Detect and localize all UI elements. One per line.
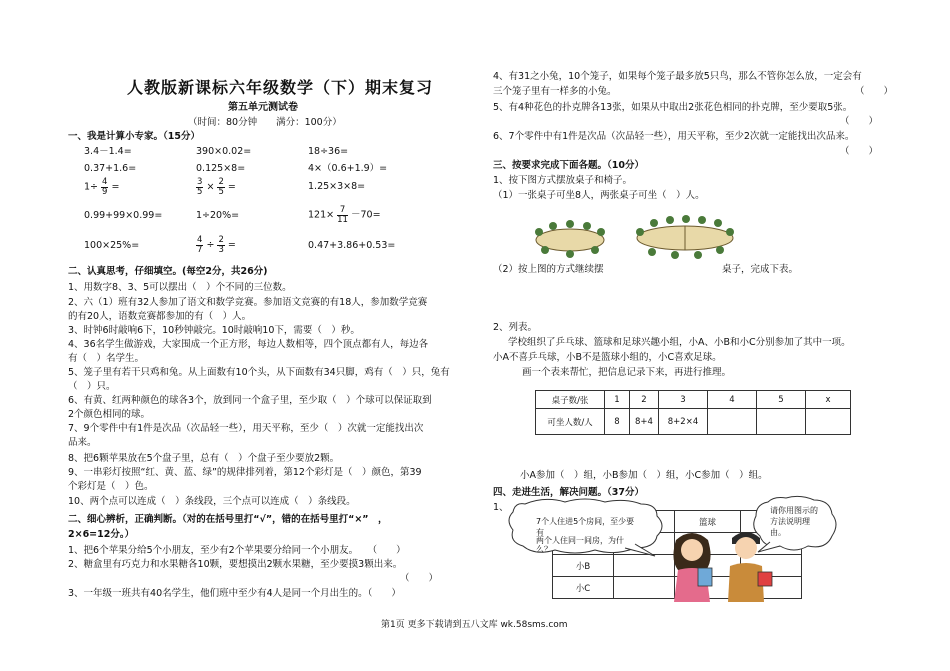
one-table-illustration bbox=[525, 212, 615, 262]
two-tables-illustration bbox=[630, 208, 740, 263]
table-cell: 2 bbox=[630, 391, 659, 409]
table-cell[interactable] bbox=[708, 409, 757, 435]
table-cell: 可坐人数/人 bbox=[536, 409, 605, 435]
calc-item: 3.4－1.4= bbox=[84, 146, 132, 157]
time-info: （时间：80分钟 满分：100分） bbox=[188, 117, 342, 128]
question-line: 5、笼子里有若干只鸡和兔。从上面数有10个头，从下面数有34只脚，鸡有（ ）只，兔有 bbox=[68, 367, 450, 378]
calc-item: 1.25×3×8= bbox=[308, 181, 366, 192]
question-line: 桌子，完成下表。 bbox=[722, 264, 799, 275]
table-cell: 5 bbox=[757, 391, 806, 409]
fraction: $\frac{2}{5}$ bbox=[218, 177, 224, 197]
question-line: 3、一年级一班共有40名学生，他们班中至少有4人是同一个月出生的。（ ） bbox=[68, 588, 401, 599]
question-line: 2、六（1）班有32人参加了语文和数学竞赛。参加语文竞赛的有18人，参加数学竞赛 bbox=[68, 297, 428, 308]
question-line: 3、时钟6时敲响6下，10秒钟敲完。10时敲响10下，需要（ ）秒。 bbox=[68, 325, 360, 336]
question-line: 7、9个零件中有1件是次品（次品轻一些），用天平称，至少（ ）次就一定能找出次 bbox=[68, 423, 424, 434]
question-line: 小A不喜乒乓球，小B不是篮球小组的，小C喜欢足球。 bbox=[493, 352, 722, 363]
speech-bubble-left bbox=[505, 498, 670, 558]
section-3-heading: 二、细心辨析，正确判断。（对的在括号里打“√”，错的在括号里打“×” ， bbox=[68, 514, 388, 525]
section-2-heading: 二、认真思考，仔细填空。(每空2分，共26分) bbox=[68, 266, 268, 277]
question-line: 9、一串彩灯按照“红、黄、蓝、绿”的规律排列着，第12个彩灯是（ ）颜色，第39 bbox=[68, 467, 422, 478]
question-line: 三个笼子里有一样多的小兔。 bbox=[493, 86, 617, 97]
fraction: $\frac{4}{7}$ bbox=[197, 235, 203, 255]
calc-item: 0.47+3.86+0.53= bbox=[308, 240, 396, 251]
table-cell: 小B bbox=[553, 555, 614, 577]
question-line: 8、把6颗苹果放在5个盘子里，总有（ ）个盘子至少要放2颗。 bbox=[68, 453, 340, 464]
fraction: $\frac{2}{3}$ bbox=[218, 235, 224, 255]
question-line: 的有20人，语数竞赛都参加的有（ ）人。 bbox=[68, 311, 252, 322]
fraction: $\frac{7}{11}$ bbox=[337, 205, 348, 225]
question-line: （ ） bbox=[400, 573, 439, 584]
question-line: 有（ ）名学生。 bbox=[68, 353, 145, 364]
question-line: （ ） bbox=[855, 86, 894, 97]
section-1-heading: 一、我是计算小专家。（15分） bbox=[68, 131, 200, 142]
question-line: 品来。 bbox=[68, 437, 97, 448]
question-line: 1、用数字8、3、5可以摆出（ ）个不同的三位数。 bbox=[68, 282, 292, 293]
question-line: 6、有黄、红两种颜色的球各3个，放到同一个盒子里，至少取（ ）个球可以保证取到 bbox=[68, 395, 432, 406]
calc-item: 390×0.02= bbox=[196, 146, 252, 157]
question-line: 2、糖盒里有巧克力和水果糖各10颗，要想摸出2颗水果糖，至少要摸3颗出来。 bbox=[68, 559, 403, 570]
question-line: （ ） bbox=[840, 116, 879, 127]
answer-line: 小A参加（ ）组，小B参加（ ）组，小C参加（ ）组。 bbox=[520, 470, 768, 481]
page-footer: 第1页 更多下载请到五八文库 wk.58sms.com bbox=[381, 620, 568, 630]
calc-item: 1÷ $\frac{4}{9}$ = bbox=[84, 177, 120, 197]
question-line: （1）一张桌子可坐8人，两张桌子可坐（ ）人。 bbox=[493, 190, 705, 201]
question-line: 学校组织了乒乓球、篮球和足球兴趣小组，小A、小B和小C分别参加了其中一项。 bbox=[508, 337, 851, 348]
fraction: $\frac{3}{5}$ bbox=[197, 177, 203, 197]
bubble-text: 7个人住进5个房间，至少要 bbox=[536, 517, 635, 526]
question-line: （ ） bbox=[840, 146, 879, 157]
question-line: 1、把6个苹果分给5个小朋友，至少有2个苹果要分给同一个小朋友。 （ ） bbox=[68, 545, 406, 556]
page-subtitle: 第五单元测试卷 bbox=[228, 102, 298, 113]
table-cell: 8+4 bbox=[630, 409, 659, 435]
section-5-heading: 四、走进生活，解决问题。（37分） bbox=[493, 487, 644, 498]
table-cell: 3 bbox=[659, 391, 708, 409]
calc-item: 0.125×8= bbox=[196, 163, 246, 174]
table-cell: 桌子数/张 bbox=[536, 391, 605, 409]
calc-item: 0.37+1.6= bbox=[84, 163, 137, 174]
table-cell[interactable] bbox=[757, 409, 806, 435]
question-line: 1、按下图方式摆放桌子和椅子。 bbox=[493, 175, 633, 186]
table-cell: 8+2×4 bbox=[659, 409, 708, 435]
table-cell: 1 bbox=[605, 391, 630, 409]
question-line: 10、两个点可以连成（ ）条线段，三个点可以连成（ ）条线段。 bbox=[68, 496, 356, 507]
question-line: 画一个表来帮忙，把信息记录下来，再进行推理。 bbox=[522, 367, 732, 378]
question-line: 5、有4种花色的扑克牌各13张，如果从中取出2张花色相同的扑克牌，至少要取5张。 bbox=[493, 102, 853, 113]
question-line: 2个颜色相同的球。 bbox=[68, 409, 151, 420]
bubble-text: 请你用图示的 bbox=[770, 506, 818, 515]
bubble-text: 两个人住同一间房，为什 bbox=[536, 536, 624, 545]
question-line: 个彩灯是（ ）色。 bbox=[68, 481, 154, 492]
calc-item: $\frac{4}{7}$ ÷ $\frac{2}{3}$ = bbox=[197, 235, 236, 255]
question-line: 6、7个零件中有1件是次品（次品轻一些），用天平称，至少2次就一定能找出次品来。 bbox=[493, 131, 855, 142]
question-number: 1、 bbox=[493, 502, 509, 513]
bubble-text: 么？ bbox=[536, 545, 552, 554]
girl-illustration bbox=[662, 530, 722, 605]
table-cell[interactable] bbox=[806, 409, 851, 435]
calc-item: 100×25%= bbox=[84, 240, 140, 251]
fraction: $\frac{4}{9}$ bbox=[102, 177, 108, 197]
boy-illustration bbox=[716, 524, 776, 604]
page-title: 人教版新课标六年级数学（下）期末复习 bbox=[127, 78, 434, 97]
table-cell: 4 bbox=[708, 391, 757, 409]
section-4-heading: 三、按要求完成下面各题。（10分） bbox=[493, 160, 644, 171]
question-line: 4、36名学生做游戏，大家围成一个正方形，每边人数相等，四个顶点都有人，每边各 bbox=[68, 339, 429, 350]
question-line: 4、有31之小兔，10个笼子，如果每个笼子最多放5只鸟，那么不管你怎么放，一定会有 bbox=[493, 71, 862, 82]
bubble-text: 方法说明理 bbox=[770, 517, 810, 526]
table-cell: x bbox=[806, 391, 851, 409]
bubble-text: 有 bbox=[536, 528, 544, 537]
table-cell: 小C bbox=[553, 577, 614, 599]
table-cell: 篮球 bbox=[675, 511, 741, 533]
table-cell: 8 bbox=[605, 409, 630, 435]
calc-item: 121× $\frac{7}{11}$ －70= bbox=[308, 205, 381, 225]
calc-item: 0.99+99×0.99= bbox=[84, 210, 163, 221]
calc-item: 18÷36= bbox=[308, 146, 349, 157]
question-line: （2）按上图的方式继续摆 bbox=[493, 264, 604, 275]
calc-item: 1÷20%= bbox=[196, 210, 240, 221]
bubble-text: 由。 bbox=[770, 528, 786, 537]
calc-item: $\frac{3}{5}$ × $\frac{2}{5}$ = bbox=[197, 177, 236, 197]
section-3-heading-cont: 2×6=12分。） bbox=[68, 529, 135, 540]
calc-item: 4×（0.6+1.9）= bbox=[308, 163, 388, 174]
tables-seats-table bbox=[535, 390, 851, 435]
question-line: （ ）只。 bbox=[68, 381, 116, 392]
question-line: 2、列表。 bbox=[493, 322, 538, 333]
